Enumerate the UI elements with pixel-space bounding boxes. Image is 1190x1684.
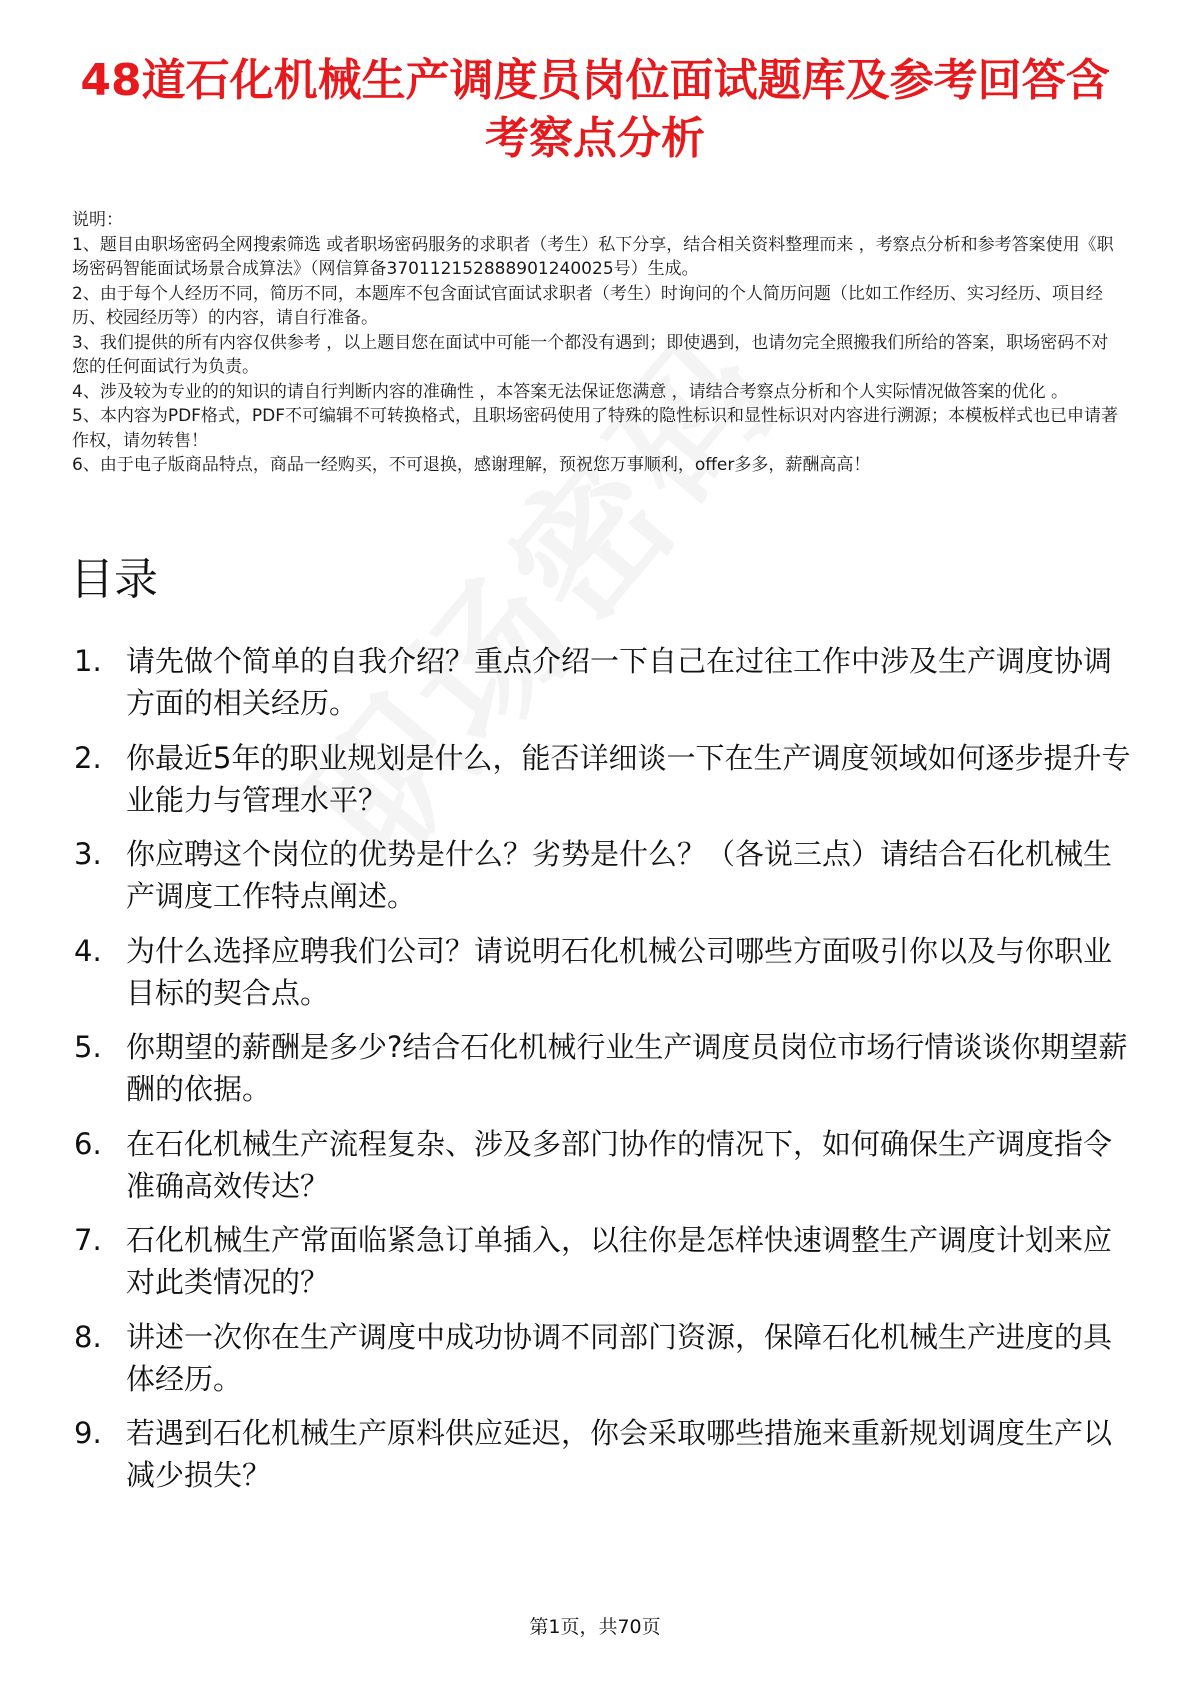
document-title: 48道石化机械生产调度员岗位面试题库及参考回答含考察点分析 xyxy=(80,55,1110,164)
toc-item-text: 你应聘这个岗位的优势是什么？劣势是什么？（各说三点）请结合石化机械生产调度工作特点阐述。 xyxy=(126,837,1113,913)
toc-item[interactable] xyxy=(74,737,1134,821)
toc-item[interactable] xyxy=(74,1316,1134,1400)
toc-item[interactable] xyxy=(74,930,1134,1014)
toc-item[interactable] xyxy=(74,640,1134,724)
toc-list xyxy=(74,640,1134,1509)
toc-item-number: 9. xyxy=(74,1416,102,1450)
note-item: 2、由于每个人经历不同，简历不同，本题库不包含面试官面试求职者（考生）时询问的个人简历问题（比如工作经历、实习经历、项目经历、校园经历等）的内容，请自行准备。 xyxy=(72,283,1103,328)
toc-item-text: 讲述一次你在生产调度中成功协调不同部门资源，保障石化机械生产进度的具体经历。 xyxy=(126,1319,1113,1396)
toc-item[interactable] xyxy=(74,1412,1134,1496)
toc-item-number: 6. xyxy=(74,1126,102,1161)
toc-item-number: 8. xyxy=(74,1319,102,1354)
notes-heading: 说明： xyxy=(72,210,123,230)
note-item: 4、涉及较为专业的的知识的请自行判断内容的准确性 ，本答案无法保证您满意 ，请结合考察点分析和个人实际情况做答案的优化 。 xyxy=(72,381,1069,402)
toc-item-text: 在石化机械生产流程复杂、涉及多部门协作的情况下，如何确保生产调度指令准确高效传达？ xyxy=(126,1126,1113,1203)
notes-section xyxy=(72,208,1122,478)
toc-item-text: 你期望的薪酬是多少?结合石化机械行业生产调度员岗位市场行情谈谈你期望薪酬的依据。 xyxy=(126,1030,1128,1106)
toc-item-number: 2. xyxy=(74,740,102,775)
toc-item-text: 请先做个简单的自我介绍？重点介绍一下自己在过往工作中涉及生产调度协调方面的相关经历。 xyxy=(126,644,1113,720)
page-footer: 第1页，共70页 xyxy=(529,1616,661,1638)
note-item: 5、本内容为PDF格式，PDF不可编辑不可转换格式，且职场密码使用了特殊的隐性标识和显性标识对内容进行溯源；本模板样式也已申请著作权，请勿转售！ xyxy=(72,406,1119,451)
toc-item-text: 为什么选择应聘我们公司？请说明石化机械公司哪些方面吸引你以及与你职业目标的契合点。 xyxy=(126,933,1113,1010)
note-item: 3、我们提供的所有内容仅供参考 ，以上题目您在面试中可能一个都没有遇到；即使遇到，也请勿完全照搬我们所给的答案，职场密码不对您的任何面试行为负责。 xyxy=(72,332,1109,377)
note-item: 1、题目由职场密码全网搜索筛选 或者职场密码服务的求职者（考生）私下分享，结合相关资料整理而来 ，考察点分析和参考答案使用《职场密码智能面试场景合成算法》（网信算备370112152888901240025号）生成。 xyxy=(72,234,1114,279)
toc-item[interactable] xyxy=(74,1026,1134,1110)
toc-item[interactable] xyxy=(74,1219,1134,1303)
toc-item-number: 4. xyxy=(74,933,102,968)
note-item: 6、由于电子版商品特点，商品一经购买，不可退换，感谢理解，预祝您万事顺利，offer多多，薪酬高高！ xyxy=(72,455,871,475)
toc-item[interactable] xyxy=(74,1123,1134,1207)
toc-item-number: 7. xyxy=(74,1223,102,1257)
toc-item-text: 若遇到石化机械生产原料供应延迟，你会采取哪些措施来重新规划调度生产以减少损失？ xyxy=(126,1416,1113,1492)
toc-item-text: 石化机械生产常面临紧急订单插入，以往你是怎样快速调整生产调度计划来应对此类情况的？ xyxy=(126,1223,1113,1299)
toc-item[interactable] xyxy=(74,833,1134,917)
toc-item-number: 3. xyxy=(74,837,102,871)
toc-item-number: 1. xyxy=(74,644,102,678)
toc-heading: 目录 xyxy=(70,554,158,605)
toc-item-text: 你最近5年的职业规划是什么，能否详细谈一下在生产调度领域如何逐步提升专业能力与管理水平？ xyxy=(126,740,1131,817)
toc-item-number: 5. xyxy=(74,1030,102,1064)
